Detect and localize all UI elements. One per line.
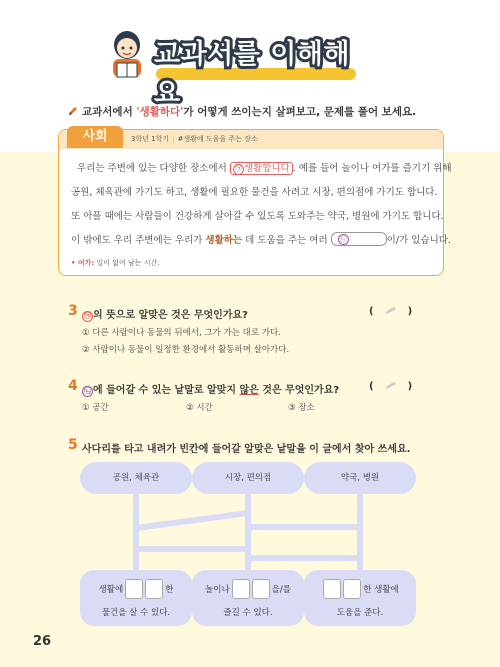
pencil-icon bbox=[384, 381, 398, 390]
question-3-number: 3 bbox=[68, 303, 78, 319]
passage-line-4: 이 밖에도 우리 주변에는 우리가 생활하는 데 도움을 주는 여러 ㉡ 이/가 있습니다. bbox=[71, 229, 433, 253]
instruction-quote: '생활하다' bbox=[136, 106, 184, 118]
ladder-answer-2: 놀이나 을/를 즐길 수 있다. bbox=[192, 570, 304, 626]
ladder-answer-1: 생활에 한 물건을 살 수 있다. bbox=[80, 570, 192, 626]
marked-word: ㉠ 생활합니다 bbox=[230, 162, 293, 175]
instruction-prefix: 교과서에서 bbox=[82, 106, 137, 118]
passage-line-3: 또 아플 때에는 사람들이 건강하게 살아갈 수 있도록 도와주는 약국, 병원에 가기도 합니다. bbox=[71, 211, 444, 222]
answer-square[interactable] bbox=[145, 579, 163, 599]
question-3-text: ㉠ 의 뜻으로 알맞은 것은 무엇인가요? bbox=[84, 310, 248, 321]
glossary-note: • 여가: 일이 없어 남는 시간. bbox=[71, 259, 160, 267]
answer-square[interactable] bbox=[232, 579, 250, 599]
instruction bbox=[68, 104, 416, 119]
emphasized-word: 생활하는 bbox=[205, 235, 243, 246]
student-mascot-icon bbox=[104, 28, 150, 82]
ladder-top-1: 공원, 체육관 bbox=[80, 462, 192, 494]
question-3-option-2[interactable]: ② 사람이나 동물이 일정한 환경에서 활동하며 살아가다. bbox=[82, 345, 290, 355]
question-4-emphasis: 않은 bbox=[239, 385, 259, 396]
ladder-top-3: 약국, 병원 bbox=[304, 462, 416, 494]
question-4-number: 4 bbox=[68, 378, 78, 394]
question-3-answer[interactable]: ( ) bbox=[369, 306, 413, 317]
answer-square[interactable] bbox=[125, 579, 143, 599]
ladder-answer-3: 한 생활에 도움을 준다. bbox=[304, 570, 416, 626]
question-3-option-1[interactable]: ① 다른 사람이나 동물의 뒤에서, 그가 가는 대로 가다. bbox=[82, 328, 281, 338]
passage-line-2: 공원, 체육관에 가기도 하고, 생활에 필요한 물건을 사려고 시장, 편의점에 가기도 합니다. bbox=[71, 187, 438, 198]
page-title: 교과서를 이해해요 bbox=[154, 39, 350, 109]
pencil-icon bbox=[68, 106, 78, 116]
answer-square[interactable] bbox=[252, 579, 270, 599]
page-number: 26 bbox=[33, 634, 52, 649]
question-4-option-1[interactable]: ① 공간 bbox=[82, 403, 109, 413]
question-4-option-2[interactable]: ② 시간 bbox=[186, 403, 213, 413]
question-4-answer[interactable]: ( ) bbox=[369, 381, 413, 392]
pencil-icon bbox=[384, 306, 398, 315]
ladder-top-2: 시장, 편의점 bbox=[192, 462, 304, 494]
card-meta: 3학년 1학기 | #생활에 도움을 주는 장소 bbox=[131, 135, 258, 143]
question-5-number: 5 bbox=[68, 437, 78, 453]
question-4-text: ㉡ 에 들어갈 수 있는 낱말로 알맞지 않은 것은 무엇인가요? bbox=[84, 385, 340, 396]
blank-box: ㉡ bbox=[331, 232, 387, 246]
topic-label: #생활에 도움을 주는 장소 bbox=[177, 135, 258, 143]
section-header bbox=[104, 28, 364, 109]
instruction-suffix: 가 어떻게 쓰이는지 살펴보고, 문제를 풀어 보세요. bbox=[183, 106, 417, 118]
question-4-option-3[interactable]: ③ 장소 bbox=[288, 403, 315, 413]
passage-line-1: 우리는 주변에 있는 다양한 장소에서 ㉠ 생활합니다 . 예를 들어 놀이나 여가를 즐기기 위해 bbox=[77, 163, 452, 174]
answer-square[interactable] bbox=[343, 579, 361, 599]
question-5-text: 사다리를 타고 내려가 빈칸에 들어갈 알맞은 낱말을 이 글에서 찾아 쓰세요. bbox=[82, 444, 411, 455]
answer-square[interactable] bbox=[323, 579, 341, 599]
grade-label: 3학년 1학기 bbox=[131, 135, 170, 143]
card-passage bbox=[71, 157, 452, 253]
textbook-card bbox=[58, 129, 452, 276]
subject-tab: 사회 bbox=[67, 126, 123, 148]
